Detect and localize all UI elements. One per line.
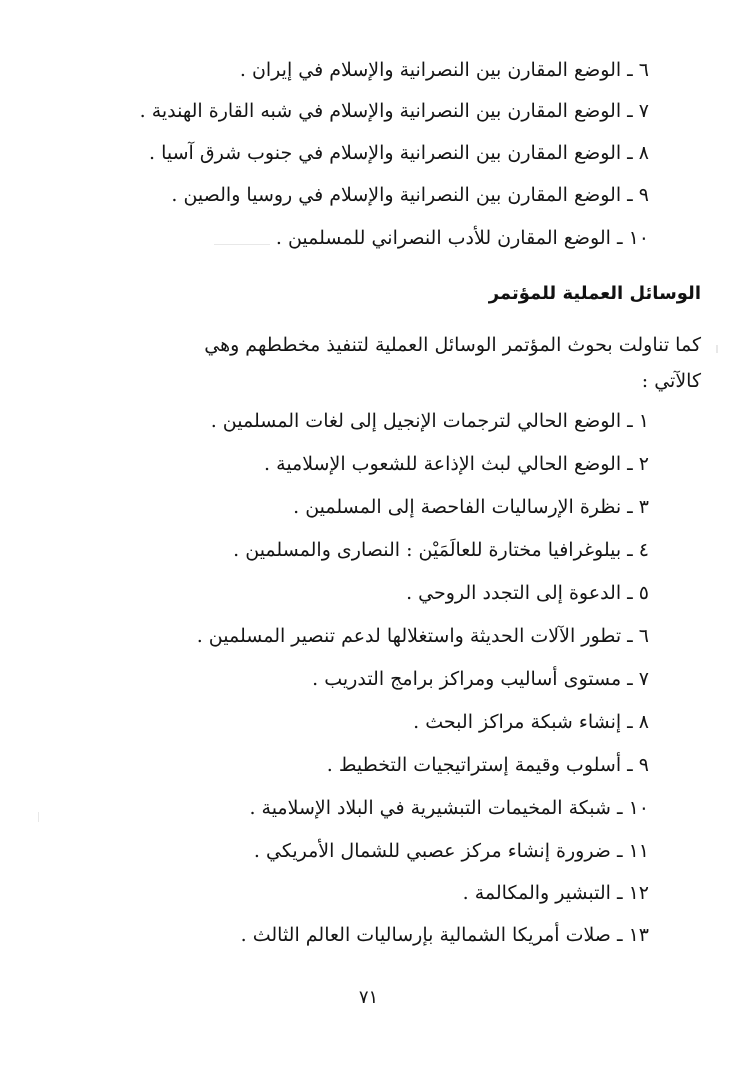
intro-paragraph bbox=[37, 327, 701, 399]
list-item: ١٢ ـ التبشير والمكالمة . bbox=[462, 882, 649, 904]
list-item: ١٠ ـ الوضع المقارن للأدب النصراني للمسلمين . bbox=[275, 227, 649, 249]
list-item: ٢ ـ الوضع الحالي لبث الإذاعة للشعوب الإسلامية . bbox=[264, 453, 649, 475]
list-item: ١٠ ـ شبكة المخيمات التبشيرية في البلاد الإسلامية . bbox=[249, 797, 649, 819]
page-number: ٧١ bbox=[358, 987, 379, 1008]
list-item: ٣ ـ نظرة الإرساليات الفاحصة إلى المسلمين . bbox=[293, 496, 649, 518]
list-item: ٧ ـ مستوى أساليب ومراكز برامج التدريب . bbox=[312, 668, 649, 690]
scan-speck bbox=[38, 812, 39, 822]
list-item: ١٣ ـ صلات أمريكا الشمالية بإرساليات العالم الثالث . bbox=[240, 924, 649, 946]
list-item: ١ ـ الوضع الحالي لترجمات الإنجيل إلى لغات المسلمين . bbox=[210, 410, 649, 432]
list-item: ٨ ـ الوضع المقارن بين النصرانية والإسلام في جنوب شرق آسيا . bbox=[149, 142, 649, 164]
list-item: ٥ ـ الدعوة إلى التجدد الروحي . bbox=[406, 582, 649, 604]
list-item: ١١ ـ ضرورة إنشاء مركز عصبي للشمال الأمريكي . bbox=[253, 840, 649, 862]
section-heading: الوسائل العملية للمؤتمر bbox=[488, 283, 701, 304]
list-item: ٩ ـ الوضع المقارن بين النصرانية والإسلام في روسيا والصين . bbox=[171, 184, 649, 206]
scan-speck bbox=[716, 345, 718, 353]
list-item: ٤ ـ بيلوغرافيا مختارة للعالَمَيْن : النصارى والمسلمين . bbox=[233, 539, 649, 561]
list-item: ٦ ـ تطور الآلات الحديثة واستغلالها لدعم تنصير المسلمين . bbox=[196, 625, 649, 647]
list-item: ٨ ـ إنشاء شبكة مراكز البحث . bbox=[413, 711, 649, 733]
paragraph-line: كما تناولت بحوث المؤتمر الوسائل العملية لتنفيذ مخططهم وهي bbox=[204, 334, 701, 356]
scan-speck bbox=[214, 244, 270, 245]
list-item: ٩ ـ أسلوب وقيمة إستراتيجيات التخطيط . bbox=[326, 754, 649, 776]
paragraph-line: كالآتي : bbox=[641, 370, 701, 392]
list-item: ٦ ـ الوضع المقارن بين النصرانية والإسلام في إيران . bbox=[239, 59, 649, 81]
list-item: ٧ ـ الوضع المقارن بين النصرانية والإسلام في شبه القارة الهندية . bbox=[139, 100, 649, 122]
